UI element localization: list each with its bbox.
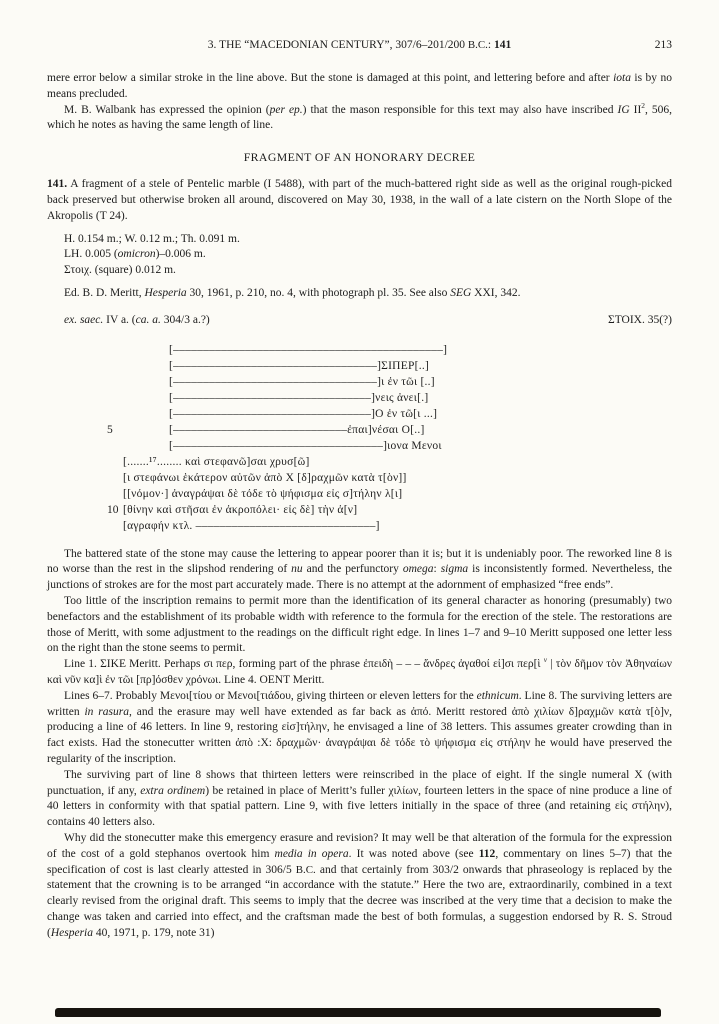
commentary-paragraph-3: Line 1. ΣΙΚΕ Meritt. Perhaps σι περ, forming part of the phrase ἐπειδὴ – – – ἄνδρες ἀγαθοί εἰ]σι περ[ὶ $^v$ | τὸν δῆμον τὸν Ἀθηναίων καὶ νῦν κα]ὶ ἐν τῶι [πρ]όσθεν χρόνωι. Line 4. ΟΕΝΤ Meritt. bbox=[47, 655, 672, 686]
measurement-dimensions: H. 0.154 m.; W. 0.12 m.; Th. 0.091 m. bbox=[64, 232, 240, 245]
inscription-line bbox=[105, 342, 672, 358]
page-content bbox=[47, 71, 672, 941]
measurement-stoichedon-grid: Στοιχ. (square) 0.012 m. bbox=[64, 264, 176, 277]
inscription-line-text: [θίνην καὶ στῆσαι ἐν ἀκροπόλει· εἰς δὲ] τὴν ἀ[ν] bbox=[123, 503, 358, 516]
intro-paragraph-1: mere error below a similar stroke in the line above. But the stone is damaged at this point, and lettering before and after iota is by no means precluded. bbox=[47, 72, 672, 100]
inscription-line bbox=[105, 470, 672, 486]
section-heading: FRAGMENT OF AN HONORARY DECREE bbox=[243, 150, 476, 165]
stoichedon-header: ΣΤΟΙΧ. 35(?) bbox=[608, 313, 672, 326]
commentary-paragraph-1: The battered state of the stone may cause the lettering to appear poorer than it is; but it is undeniably poor. The reworked line 8 is no worse than the rest in the slipshod rendering of nu and the perfunctory omega: sigma is inconsistently formed. Nevertheless, the junctions of strokes are for the most part accurately made. There is no attempt at the adornment of emphasized “free ends”. bbox=[47, 547, 672, 592]
page-number: 213 bbox=[654, 39, 672, 51]
entry-description: 141. A fragment of a stele of Pentelic marble (I 5488), with part of the much-battered right side as well as the original rough-picked back preserved but otherwise broken all around, discovered on May 30, 1938, in the wall of a late cistern on the North Slope of the Akropolis (T 24). bbox=[47, 178, 672, 222]
inscription-line bbox=[105, 518, 672, 534]
inscription-line bbox=[105, 486, 672, 502]
inscription-line-text: [.......¹⁷........ καὶ στεφανῶ]σαι χρυσ[ῶ] bbox=[123, 455, 310, 468]
inscription-line-number: 5 bbox=[107, 423, 113, 436]
inscription-line bbox=[105, 422, 672, 438]
inscription-line bbox=[105, 390, 672, 406]
measurements-block bbox=[64, 232, 672, 279]
inscription-line bbox=[105, 358, 672, 374]
inscription-line-text: [ι στεφάνωι ἑκάτερον αὐτῶν ἀπὸ Χ [δ]ραχμῶν κατὰ τ[ὸν]] bbox=[123, 471, 407, 484]
inscription-line bbox=[105, 438, 672, 454]
commentary-paragraph-6: Why did the stonecutter make this emergency erasure and revision? It may well be that alteration of the formula for the expression of the cost of a gold stephanos overtook him media in opera. It was noted above (see 112, commentary on lines 5–7) that the specification of cost is last clearly attested in 306/5 B.C. and that certainly from 303/2 onwards that phraseology is replaced by the statement that the crowning is to be arranged “in accordance with the statute.” Here the two are, extraordinarily, combined in a text clearly revised from the original draft. This seems to imply that the decree was inscribed at the very time that a decision to make the change was taken and carried into effect, and the craftsman made the best of both formulas, a suggestion endorsed by R. S. Stroud (Hesperia 40, 1971, p. 179, note 31) bbox=[47, 831, 672, 939]
commentary-paragraph-5: The surviving part of line 8 shows that thirteen letters were reinscribed in the place of eight. If the single numeral Χ (with punctuation, if any, extra ordinem) be retained in place of Meritt’s fuller χιλίων, fourteen letters in the space of nine produce a line of 40 letters in conformity with that spatial pattern. Line 9, with five letters initially in the space of three (and retaining εἰς στήλην), contains 40 letters also. bbox=[47, 768, 672, 829]
inscription-line bbox=[105, 406, 672, 422]
commentary-paragraph-4: Lines 6–7. Probably Μενοι[τίου or Μενοι[τιάδου, giving thirteen or eleven letters for the ethnicum. Line 8. The surviving letters are written in rasura, and the erasure may well have extended as far back as ἀπό. Meritt restored ἀπὸ χιλίων δ]ραχμῶν κατὰ τ[ὸ]ν, producing a line of 46 letters. In line 9, restoring εἰσ]τήλην, he envisaged a line of 38 letters. This assumes greater crowding than in fact exists. Had the stonecutter written ἀπὸ :Χ: δραχμῶν· ἀναγράψαι δὲ τόδε τὸ ψήφισμα εἰς στήλην he would have preserved the regularity of the inscription. bbox=[47, 689, 673, 765]
inscription-line bbox=[105, 374, 672, 390]
running-head-title: 3. THE “MACEDONIAN CENTURY”, 307/6–201/200 B.C.: 141 bbox=[207, 39, 512, 51]
edition-reference: Ed. B. D. Meritt, Hesperia 30, 1961, p. 210, no. 4, with photograph pl. 35. See also SEG XXI, 342. bbox=[64, 286, 521, 299]
intro-paragraph-2: M. B. Walbank has expressed the opinion (per ep.) that the mason responsible for this text may also have inscribed IG $II^2$, 506, which he notes as having the same length of line. bbox=[47, 100, 673, 132]
inscription-line-text: [–––––––––––––––––––––––––––––––––––]ιονα Μενοι bbox=[169, 439, 442, 452]
inscription-text-block bbox=[105, 342, 672, 534]
commentary-paragraph-2: Too little of the inscription remains to permit more than the identification of its general character as honoring (presumably) two benefactors and the establishment of its probable width with reference to the formula for the erection of the stele. The restorations are those of Meritt, with some adjustment to the readings on the difficult right edge. In lines 1–7 and 9–10 Meritt supposed one letter less on the right than the stone seems to permit. bbox=[47, 594, 672, 655]
measurement-letter-height: LH. 0.005 (omicron)–0.006 m. bbox=[64, 248, 206, 261]
inscription-line bbox=[105, 454, 672, 470]
running-head bbox=[47, 38, 672, 53]
page-bottom-shadow bbox=[55, 1008, 661, 1017]
inscription-line bbox=[105, 502, 672, 518]
inscription-line-text: [–––––––––––––––––––––––––––––––––]νεις ἀνει[.] bbox=[169, 391, 429, 404]
inscription-line-text: [[νόμον·] ἀναγράψαι δὲ τόδε τὸ ψήφισμα εἰς σ]τήλην λ[ι] bbox=[123, 487, 403, 500]
inscription-line-text: [–––––––––––––––––––––––––––––––––––––––––––––] bbox=[169, 343, 448, 356]
date-attribution: ex. saec. IV a. (ca. a. 304/3 a.?) bbox=[64, 313, 210, 326]
date-row bbox=[64, 313, 672, 329]
inscription-line-number: 10 bbox=[107, 503, 119, 516]
inscription-line-text: [–––––––––––––––––––––––––––––ἐπαι]νέσαι Ο[..] bbox=[169, 423, 425, 436]
inscription-line-text: [––––––––––––––––––––––––––––––––––]ΣΙΠΕΡ[..] bbox=[169, 359, 430, 372]
inscription-line-text: [αγραφήν κτλ. ––––––––––––––––––––––––––––––] bbox=[123, 519, 380, 532]
inscription-line-text: [–––––––––––––––––––––––––––––––––]Ο ἐν τῶ[ι ...] bbox=[169, 407, 438, 420]
inscription-line-text: [––––––––––––––––––––––––––––––––––]ι ἐν τῶι [..] bbox=[169, 375, 435, 388]
